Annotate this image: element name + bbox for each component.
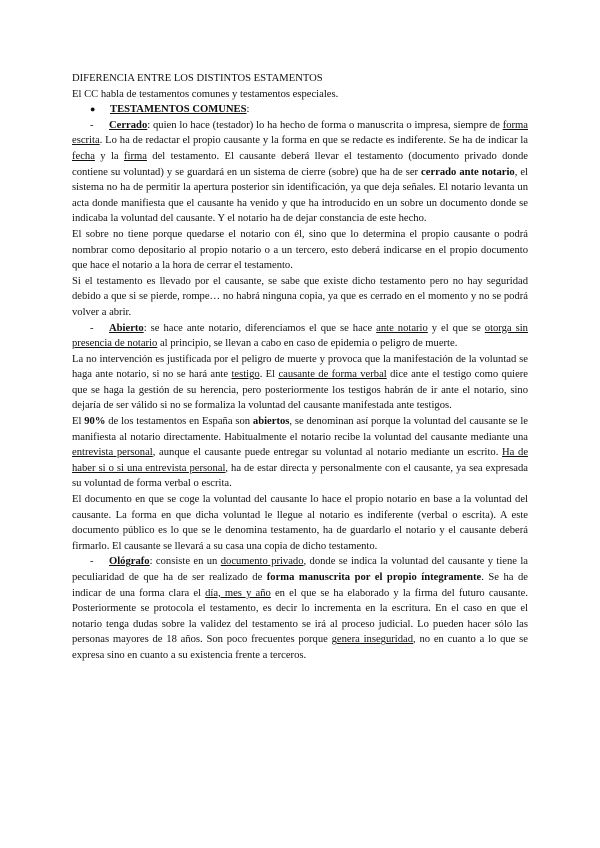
- term-abierto: Abierto: [109, 322, 144, 334]
- dash-icon: -: [90, 119, 94, 131]
- section-heading: TESTAMENTOS COMUNES: [110, 104, 247, 116]
- paragraph-cerrado: - Cerrado: quien lo hace (testador) lo ha hecho de forma o manuscrita o impresa, siempre de forma escrita. Lo ha de redactar el propio causante y la forma en que se redacte es indiferente. Se ha de indicar la fecha y la firma del testamento. El causante deberá llevar el testamento (documento privado donde contiene su voluntad) y se guardará en un sistema de cierre (sobre) que ha de ser cerrado ante notario, el sistema no ha de permitir la apertura posterior sin identificación, ya que deja señales. El notario levanta un acta donde manifiesta que el causante ha venido y que ha introducido en un sobre un documento donde se indicaba la voluntad del causante. Y el notario ha de dejar constancia de este hecho.: [72, 119, 528, 225]
- paragraph-abierto: - Abierto: se hace ante notario, diferenciamos el que se hace ante notario y el que se otorga sin presencia de notario al principio, se llevan a cabo en caso de epidemia o peligro de muerte.: [72, 322, 528, 350]
- term-olografo: Ológrafo: [109, 556, 150, 568]
- intro-paragraph: El CC habla de testamentos comunes y testamentos especiales.: [72, 88, 339, 100]
- paragraph-90-percent: El 90% de los testamentos en España son abiertos, se denominan así porque la voluntad del causante se le manifiesta al notario directamente. Habitualmente el notario recibe la voluntad del causante mediante una entrevista personal, aunque el causante puede entregar su voluntad al notario mediante un escrito. Ha de haber si o si una entrevista personal, ha de estar directa y personalmente con el causante, ya sea expresada su voluntad de forma verbal o escrita.: [72, 416, 529, 490]
- document-title: DIFERENCIA ENTRE LOS DISTINTOS ESTAMENTOS: [72, 73, 323, 84]
- document-body: [72, 71, 528, 664]
- paragraph-olografo: - Ológrafo: consiste en un documento privado, donde se indica la voluntad del causante y tiene la peculiaridad de que ha de ser realizado de forma manuscrita por el propio íntegramente. Se ha de indicar de una forma clara el día, mes y año en el que se ha elaborado y la firma del futuro causante. Posteriormente se protocola el testamento, es decir lo incrementa en la escritura. En el caso en que el notario tenga dudas sobre la validez del testamento se irá al proceso judicial. Lo pueden hacer sólo las personas mayores de 18 años. Son poco frecuentes porque genera inseguridad, no en cuanto a lo que se expresa sino en cuanto a su existencia frente a terceros.: [72, 556, 528, 661]
- paragraph-no-intervencion: La no intervención es justificada por el peligro de muerte y provoca que la manifestación de la voluntad se haga ante notario, si no se hará ante testigo. El causante de forma verbal dice ante el testigo como quiere que se haga la gestión de su herencia, pero posteriormente los testigos habrán de ir ante el notario, sino dejaría de ser válido si no se formaliza la voluntad del causante manifestada ante testigos.: [72, 353, 529, 412]
- paragraph-llevado: Si el testamento es llevado por el causante, se sabe que existe dicho testamento pero no hay seguridad debido a que si se pierde, rompe… no habrá ninguna copia, ya que es cerrado en el momento y no se podrá volver a abrir.: [72, 275, 528, 318]
- paragraph-documento: El documento en que se coge la voluntad del causante lo hace el propio notario en base a la voluntad del causante. La forma en que dicha voluntad le llegue al notario es indiferente (verbal o escrita). A este documento público es lo que se le denomina testamento, ha de guardarlo el notario y el causante deberá firmarlo. El causante se llevará a su casa una copia de dicho testamento.: [72, 494, 528, 552]
- bullet-dot-icon: ●: [90, 104, 96, 115]
- dash-icon: -: [90, 556, 94, 568]
- paragraph-sobre: El sobre no tiene porque quedarse el notario con él, sino que lo determina el propio causante o podrá nombrar como depositario al propio notario o a un tercero, esto deberá indicarse en el propio documento que hace el notario a la hora de cerrar el testamento.: [72, 228, 528, 272]
- dash-icon: -: [90, 322, 94, 334]
- term-cerrado: Cerrado: [109, 119, 148, 131]
- bullet-testamentos-comunes: ● TESTAMENTOS COMUNES:: [90, 102, 528, 118]
